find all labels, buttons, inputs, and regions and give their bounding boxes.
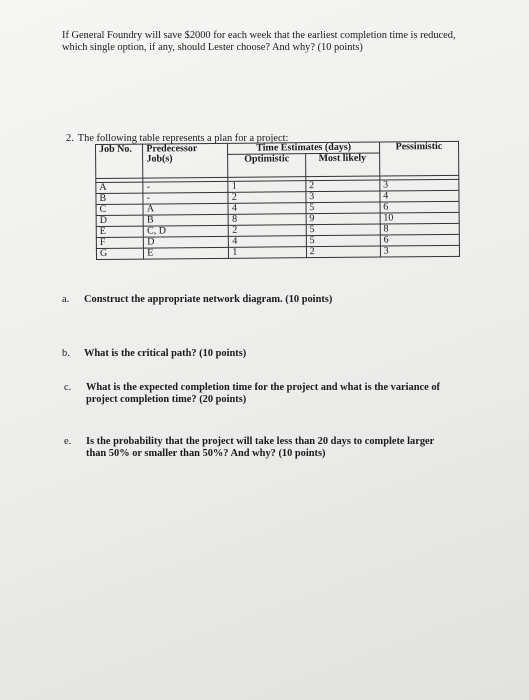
question-2-text: The following table represents a plan for a project: [77,133,289,144]
intro-question: If General Foundry will save $2000 for each week that the earliest completion time is reduced, which single option, if any, should Lester choose? And why? (10 points) [62,30,456,54]
pessimistic-cell: 3 [380,245,459,257]
part-a [62,294,462,306]
predecessor-cell: E [144,247,229,259]
optimistic-cell: 8 [229,214,306,226]
part-label: c. [64,382,72,393]
part-text: Is the probability that the project will take less than 20 days to complete larger than 50% or smaller than 50%? And why? (10 points) [86,436,435,460]
optimistic-cell: 2 [229,225,306,237]
part-label: a. [62,294,70,305]
job-cell: A [96,182,143,193]
part-text: What is the critical path? (10 points) [84,348,247,359]
project-plan-table [95,141,460,260]
part-label: e. [64,436,72,447]
pessimistic-cell: 6 [380,234,459,246]
job-cell: C [96,204,143,215]
most-likely-cell: 5 [306,235,380,247]
table-body [96,175,460,259]
pessimistic-cell: 10 [380,212,459,224]
optimistic-cell: 2 [228,192,305,204]
part-e [64,436,464,461]
header-predecessor: Predecessor Job(s) [143,143,228,178]
predecessor-cell: A [143,203,228,215]
job-cell: D [96,215,143,226]
most-likely-cell: 2 [306,180,380,192]
part-text: What is the expected completion time for the project and what is the variance of project completion time? (20 points) [86,382,440,406]
most-likely-cell: 5 [306,224,380,236]
project-plan-table-wrapper [95,141,460,279]
job-cell: B [96,193,143,204]
question-number: 2. [66,133,74,144]
optimistic-cell: 4 [229,236,306,248]
most-likely-cell: 3 [306,191,380,203]
header-job-no: Job No. [96,144,144,178]
part-b [62,348,462,360]
table-row [96,245,459,259]
pessimistic-cell: 3 [380,179,459,191]
job-cell: G [96,248,143,259]
optimistic-cell: 1 [228,181,305,193]
job-cell: E [96,226,143,237]
optimistic-cell: 1 [229,247,306,259]
predecessor-cell: - [143,181,228,193]
most-likely-cell: 9 [306,213,380,225]
header-pessimistic: Pessimistic [379,141,459,176]
part-text: Construct the appropriate network diagram. (10 points) [84,294,333,305]
pessimistic-cell: 4 [380,190,459,202]
pessimistic-cell: 6 [380,201,459,213]
most-likely-cell: 2 [306,246,380,258]
header-optimistic: Optimistic [228,154,305,178]
part-label: b. [62,348,70,359]
pessimistic-cell: 8 [380,223,459,235]
job-cell: F [96,237,143,248]
optimistic-cell: 4 [228,203,305,215]
part-c [64,382,464,407]
header-time-estimates: Time Estimates (days) [228,142,379,154]
predecessor-cell: - [143,192,228,204]
predecessor-cell: B [143,214,228,226]
header-most-likely: Most likely [305,153,379,177]
most-likely-cell: 5 [306,202,380,214]
predecessor-cell: C, D [144,225,229,237]
predecessor-cell: D [144,236,229,248]
